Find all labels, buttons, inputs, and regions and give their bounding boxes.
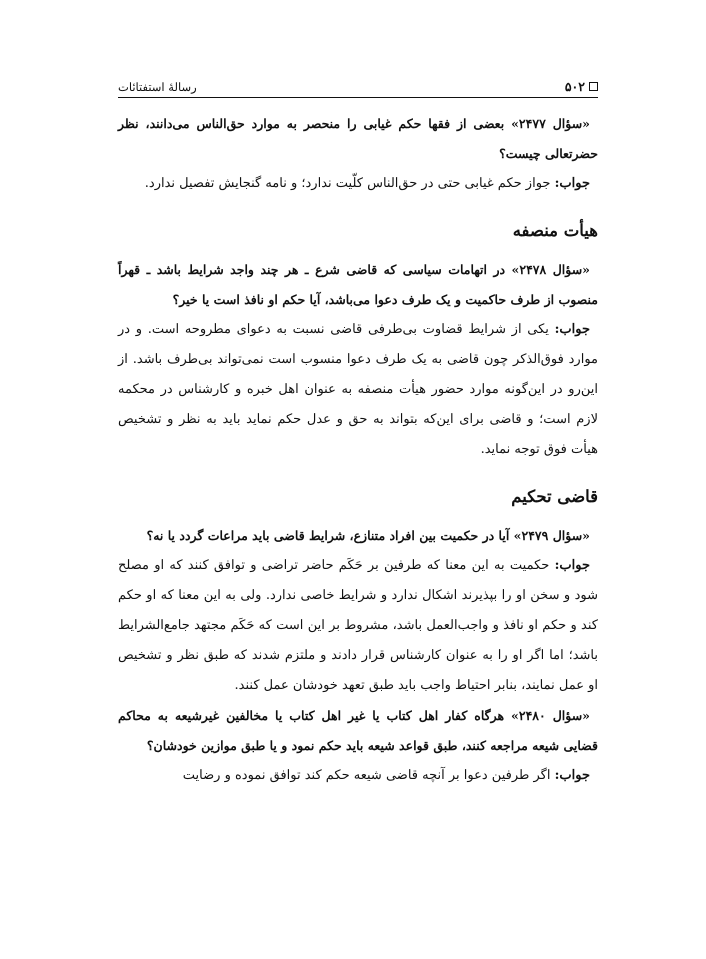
answer-2480 [118, 761, 598, 791]
question-2477 [118, 109, 598, 169]
question-2479 [118, 521, 598, 551]
square-bullet-icon [589, 82, 598, 91]
answer-label: جواب: [554, 558, 590, 573]
question-text: «سؤال ۲۴۷۸» در اتهامات سیاسی که قاضی شرع ـ هر چند واجد شرایط باشد ـ قهراً منصوب از طرف حاکمیت و یک طرف دعوا می‌باشد، آیا حکم او نافذ است یا خیر؟ [118, 262, 598, 307]
answer-2478 [118, 315, 598, 465]
question-2480 [118, 701, 598, 761]
content-body [118, 109, 598, 791]
answer-text: حکمیت به این معنا که طرفین بر حَکَم حاضر تراضی و توافق کنند که او مصلح شود و سخن او را بپذیرند اشکال ندارد و شرایط خاصی ندارد. ولی به این معنا که او حکم کند و حکم او نافذ و واجب‌العمل باشد، مشروط بر این است که حَکَم مجتهد جامع‌الشرایط باشد؛ اما اگر او را به عنوان کارشناس قرار دادند و ملتزم شدند که طبق نظر و تشخیص او عمل نمایند، بنابر احتیاط واجب باید طبق تعهد خودشان عمل کنند. [118, 558, 598, 693]
answer-text: اگر طرفین دعوا بر آنچه قاضی شیعه حکم کند توافق نموده و رضایت [182, 768, 555, 783]
section-title-jury: هیأت منصفه [512, 221, 598, 240]
answer-text: جواز حکم غیابی حتی در حق‌الناس کلّیت ندارد؛ و نامه گنجایش تفصیل ندارد. [144, 176, 555, 191]
answer-label: جواب: [554, 322, 590, 337]
book-title: رسالهٔ استفتائات [118, 80, 197, 94]
section-title-arbitration-judge: قاضی تحکیم [511, 487, 598, 506]
question-text: «سؤال ۲۴۷۹» آیا در حکمیت بین افراد متنازع، شرایط قاضی باید مراعات گردد یا نه؟ [146, 528, 590, 543]
answer-text: یکی از شرایط قضاوت بی‌طرفی قاضی نسبت به دعوای مطروحه است. و در موارد فوق‌الذکر چون قاضی به یک طرف دعوا منسوب است نمی‌تواند بی‌طرف باشد. از این‌رو در این‌گونه موارد حضور هیأت منصفه به عنوان اهل خبره و کارشناس در محکمه لازم است؛ و قاضی برای این‌که بتواند به حق و عدل حکم نماید باید به نظر و تشخیص هیأت فوق توجه نماید. [118, 322, 598, 457]
answer-label: جواب: [554, 176, 590, 191]
question-2478 [118, 255, 598, 315]
question-text: «سؤال ۲۴۷۷» بعضی از فقها حکم غیابی را منحصر به موارد حق‌الناس می‌دانند، نظر حضرتعالی چیست؟ [118, 116, 598, 161]
answer-2477 [118, 169, 598, 199]
page-number-group [565, 79, 598, 94]
document-page [118, 70, 598, 791]
page-number: ۵۰۲ [564, 79, 585, 94]
question-text: «سؤال ۲۴۸۰» هرگاه کفار اهل کتاب یا غیر اهل کتاب یا مخالفین غیرشیعه به محاکم قضایی شیعه مراجعه کنند، طبق قواعد شیعه باید حکم نمود و یا طبق موازین خودشان؟ [118, 708, 598, 753]
answer-2479 [118, 551, 598, 701]
answer-label: جواب: [554, 768, 590, 783]
running-header [118, 70, 598, 98]
